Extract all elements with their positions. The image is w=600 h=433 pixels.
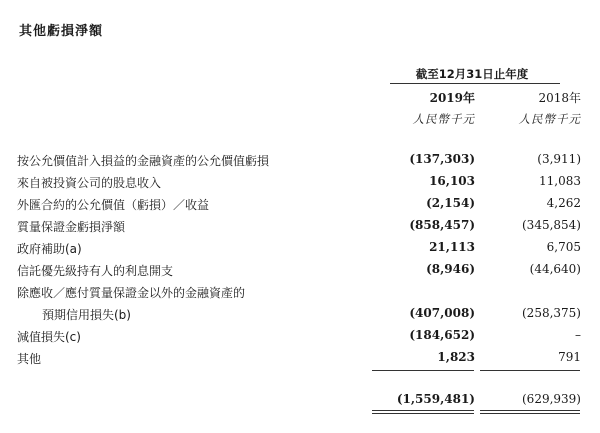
period-underline [390, 83, 560, 84]
table-row [0, 196, 600, 216]
value-2019: (2,154) [426, 196, 475, 210]
table-row [0, 240, 600, 260]
row-label: 外匯合約的公允價值（虧損）／收益 [17, 198, 210, 212]
value-2018: (345,854) [522, 218, 581, 232]
table-row [0, 174, 600, 194]
total-2018: (629,939) [522, 392, 581, 406]
value-2019: 21,113 [429, 240, 475, 254]
row-label: 信託優先級持有人的利息開支 [17, 264, 174, 278]
total-double-rule-2019 [372, 413, 474, 414]
row-label: 預期信用損失(b) [42, 308, 131, 322]
value-2019: 16,103 [429, 174, 475, 188]
table-row [0, 218, 600, 238]
subtotal-rule-2019 [372, 370, 474, 371]
value-2019: (137,303) [409, 152, 475, 166]
value-2018: 791 [558, 350, 581, 364]
row-label: 按公允價值計入損益的金融資產的公允價值虧損 [17, 154, 270, 168]
column-header-2018: 2018年 [538, 91, 581, 105]
column-header-2019: 2019年 [429, 91, 475, 105]
table-row [0, 262, 600, 282]
value-2019: (184,652) [409, 328, 475, 342]
row-label: 其他 [17, 352, 42, 366]
unit-label-2018: 人民幣千元 [518, 112, 581, 126]
value-2019: 1,823 [437, 350, 475, 364]
total-double-rule-2019 [372, 410, 474, 411]
table-row [0, 306, 600, 326]
table-row [0, 152, 600, 172]
value-2019: (407,008) [409, 306, 475, 320]
page-title: 其他虧損淨額 [19, 24, 104, 39]
value-2018: (258,375) [522, 306, 581, 320]
row-label: 政府補助(a) [17, 242, 82, 256]
value-2018: (3,911) [537, 152, 581, 166]
value-2018: 4,262 [546, 196, 581, 210]
value-2019: (858,457) [409, 218, 475, 232]
row-label: 除應收／應付質量保證金以外的金融資產的 [17, 286, 246, 300]
value-2018: – [575, 328, 581, 342]
total-row [0, 392, 600, 412]
total-double-rule-2018 [480, 410, 580, 411]
period-header: 截至12月31日止年度 [415, 67, 529, 81]
value-2018: (44,640) [529, 262, 581, 276]
row-label: 來自被投資公司的股息收入 [17, 176, 162, 190]
value-2018: 6,705 [546, 240, 581, 254]
table-row [0, 350, 600, 370]
total-double-rule-2018 [480, 413, 580, 414]
value-2018: 11,083 [539, 174, 581, 188]
total-2019: (1,559,481) [396, 392, 475, 406]
subtotal-rule-2018 [480, 370, 580, 371]
value-2019: (8,946) [426, 262, 475, 276]
row-label: 質量保證金虧損淨額 [17, 220, 126, 234]
unit-label-2019: 人民幣千元 [412, 112, 475, 126]
table-row [0, 328, 600, 348]
table-row [0, 284, 600, 304]
row-label: 減值損失(c) [17, 330, 81, 344]
